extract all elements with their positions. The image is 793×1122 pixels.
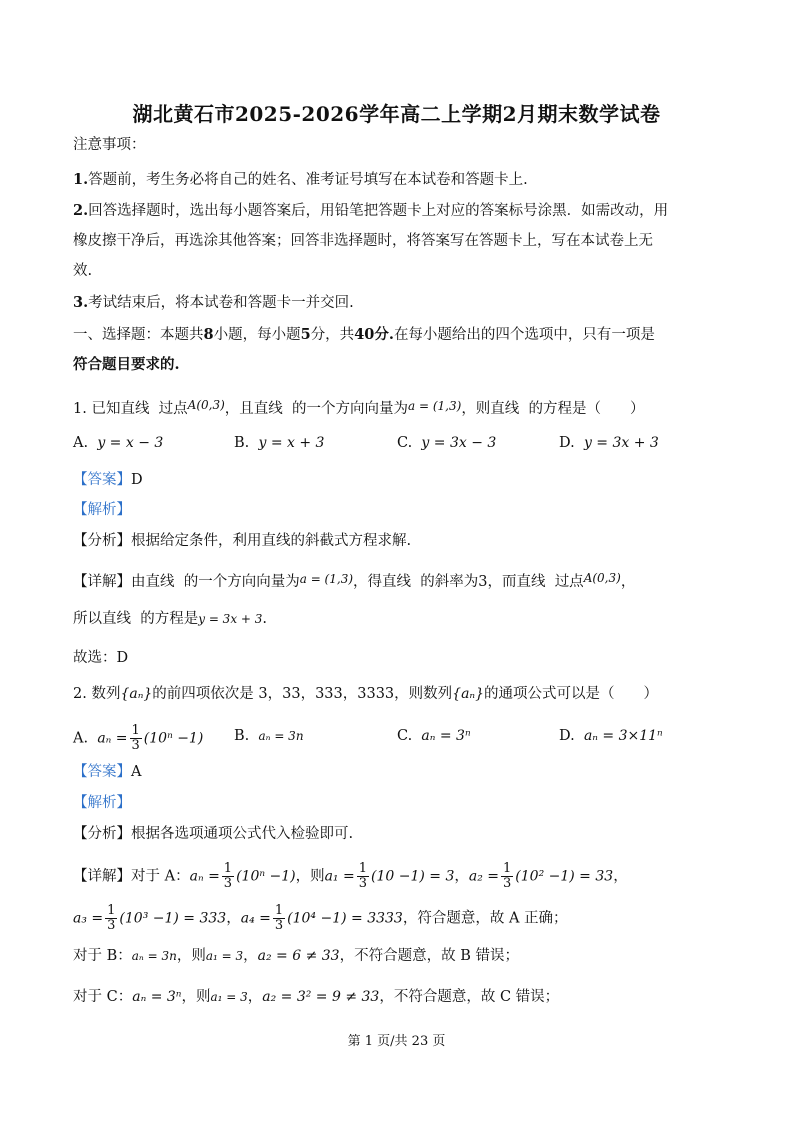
option-expr: (10ⁿ −1) <box>143 730 204 747</box>
q1-analysis-tag: 【解析】 <box>73 502 131 518</box>
equation-expr: (10⁴ −1) = 3333 <box>287 910 403 927</box>
option-expr: y = x + 3 <box>258 435 325 451</box>
q2-option-a <box>73 724 203 753</box>
stem-text: ，且直线 <box>224 401 283 417</box>
notice-item-number: 2. <box>73 202 89 219</box>
fraction-numerator: 1 <box>358 861 367 876</box>
option-expr: y = x − 3 <box>97 435 164 451</box>
fraction-numerator: 1 <box>131 723 140 738</box>
answer-tag: 【答案】 <box>73 764 131 780</box>
q2-xiangjie-line-3 <box>73 946 519 966</box>
fraction <box>130 724 142 753</box>
option-expr: aₙ = 3n <box>258 729 304 743</box>
fraction <box>105 904 117 933</box>
fraction-numerator: 1 <box>223 861 233 876</box>
fraction <box>357 862 369 891</box>
stem-text: 的方程是（ ） <box>528 401 645 417</box>
fenxi-tag: 【分析】 <box>73 533 131 549</box>
fraction-numerator: 1 <box>503 861 512 876</box>
xiangjie-text: ， <box>454 868 469 885</box>
xiangjie-text: 过点 <box>554 574 584 590</box>
section-text: 分. <box>374 326 394 343</box>
equation-expr: y = 3x + 3 <box>198 612 263 626</box>
question-1-stem <box>73 395 645 419</box>
fraction-numerator: 1 <box>107 903 116 918</box>
notice-item-number: 1. <box>73 171 89 188</box>
q1-conclusion: 故选：D <box>73 650 129 666</box>
notice-item-text: 答题前，考生务必将自己的姓名、准考证号填写在本试卷和答题卡上. <box>88 172 528 188</box>
notice-item-text: 回答选择题时，选出每小题答案后，用铅笔把答题卡上对应的答案标号涂黑．如需改动，用 <box>88 203 669 219</box>
equation-expr: (10ⁿ −1) <box>236 868 296 885</box>
answer-tag: 【答案】 <box>73 472 131 488</box>
xiangjie-text: 由直线 <box>131 574 175 590</box>
q2-option-b <box>234 726 304 746</box>
points-total: 40 <box>354 326 375 343</box>
sequence-expr: {aₙ} <box>120 686 153 702</box>
option-expr: aₙ = 3×11ⁿ <box>583 728 663 744</box>
equation-expr: aₙ = <box>189 868 220 885</box>
option-label: D. <box>559 728 575 744</box>
fraction-denominator: 3 <box>107 918 116 933</box>
xiangjie-text: ， <box>613 868 628 885</box>
option-expr: y = 3x − 3 <box>421 435 497 451</box>
xiangjie-text: 的斜率为3，而直线 <box>420 574 546 590</box>
q1-xiangjie-line-2 <box>73 609 267 629</box>
xiangjie-text: ，不符合题意，故 B 错误； <box>339 948 519 964</box>
xiangjie-text: 的方程是 <box>140 611 199 627</box>
xiangjie-text: 对于 A： <box>131 868 190 885</box>
xiangjie-text: 的一个方向向量为 <box>183 574 300 590</box>
xiangjie-text: ， <box>243 948 258 964</box>
xiangjie-text: . <box>262 611 268 627</box>
option-expr: y = 3x + 3 <box>583 435 659 451</box>
q2-xiangjie-line-2 <box>73 904 568 933</box>
q1-answer <box>73 470 143 490</box>
sequence-expr: {aₙ} <box>452 686 485 702</box>
section-text: 在每小题给出的四个选项中，只有一项是 <box>393 327 655 343</box>
fraction-denominator: 3 <box>358 876 367 891</box>
q2-analysis-tag: 【解析】 <box>73 795 131 811</box>
fraction <box>273 904 285 933</box>
section-heading-continued: 符合题目要求的. <box>73 356 180 373</box>
stem-text: 过点 <box>158 401 188 417</box>
q2-answer <box>73 762 141 782</box>
stem-text: 的通项公式可以是（ ） <box>484 686 659 702</box>
notice-item-number: 3. <box>73 294 89 311</box>
point-expr: A(0,3) <box>187 398 225 412</box>
stem-text: 2. 数列 <box>73 686 121 702</box>
fraction-numerator: 1 <box>274 903 284 918</box>
q2-option-c <box>397 726 471 746</box>
equation-expr: aₙ = 3ⁿ <box>132 989 182 1005</box>
question-count: 8 <box>203 326 214 343</box>
equation-expr: a₁ = 3 <box>205 949 244 963</box>
option-label: A. <box>73 435 89 451</box>
xiangjie-text: 对于 B： <box>73 948 132 964</box>
equation-expr: a₂ = <box>468 868 500 885</box>
fenxi-text: 根据各选项通项公式代入检验即可. <box>131 826 354 842</box>
fraction-denominator: 3 <box>503 876 512 891</box>
xiangjie-text: 对于 C： <box>73 989 133 1005</box>
notice-item-2-continued: 橡皮擦干净后，再选涂其他答案；回答非选择题时，将答案写在答题卡上，写在本试卷上无 <box>73 233 653 249</box>
equation-expr: a₁ = 3 <box>210 990 248 1004</box>
stem-text: 的前四项依次是 3，33，333，3333，则数列 <box>152 686 453 702</box>
xiangjie-text: ，不符合题意，故 C 错误； <box>379 989 560 1005</box>
q2-xiangjie-line-4 <box>73 987 559 1007</box>
section-heading <box>73 325 655 345</box>
section-text: 小题，每小题 <box>213 327 301 343</box>
option-expr: aₙ = 3ⁿ <box>421 728 471 744</box>
option-label: C. <box>397 728 413 744</box>
vector-expr: a = (1,3) <box>408 399 462 413</box>
page-footer: 第 1 页/共 23 页 <box>347 1034 446 1049</box>
q1-fenxi <box>73 531 411 551</box>
notice-item-2 <box>73 201 668 221</box>
fraction-denominator: 3 <box>274 918 284 933</box>
fenxi-text: 根据给定条件，利用直线的斜截式方程求解. <box>131 533 412 549</box>
answer-value: D <box>131 472 143 488</box>
option-expr: aₙ = <box>97 730 128 747</box>
fenxi-tag: 【分析】 <box>73 826 131 842</box>
option-label: C. <box>397 435 413 451</box>
xiangjie-tag: 【详解】 <box>73 574 131 590</box>
equation-expr: a₁ = <box>324 868 355 885</box>
option-label: D. <box>559 435 575 451</box>
stem-text: 1. 已知直线 <box>73 401 150 417</box>
page-title: 湖北黄石市2025-2026学年高二上学期2月期末数学试卷 <box>132 102 661 126</box>
xiangjie-text: ， <box>247 989 263 1005</box>
xiangjie-text: ， <box>620 574 636 590</box>
section-text: 一、选择题：本题共 <box>73 327 204 343</box>
option-label: B. <box>234 728 250 744</box>
point-expr: A(0,3) <box>583 571 621 585</box>
vector-expr: a = (1,3) <box>299 572 354 586</box>
q1-option-b <box>234 433 324 453</box>
answer-value: A <box>131 764 142 780</box>
notice-item-text: 考试结束后，将本试卷和答题卡一并交回. <box>88 295 354 311</box>
notice-heading: 注意事项： <box>73 137 146 153</box>
q2-option-d <box>559 726 663 746</box>
points-each: 5 <box>300 326 311 343</box>
q2-xiangjie <box>73 862 628 891</box>
equation-expr: (10 −1) = 3 <box>371 868 455 885</box>
q1-option-d <box>559 433 659 453</box>
notice-item-3 <box>73 293 354 313</box>
q1-option-a <box>73 433 163 453</box>
fraction <box>222 862 234 891</box>
equation-expr: (10³ −1) = 333 <box>119 910 227 927</box>
notice-item-2-continued-2: 效. <box>73 263 93 279</box>
q1-option-c <box>397 433 496 453</box>
xiangjie-text: 所以直线 <box>73 611 131 627</box>
xiangjie-text: ， <box>226 910 241 927</box>
fraction-denominator: 3 <box>223 876 233 891</box>
stem-text: 的一个方向向量为 <box>292 401 409 417</box>
q2-fenxi <box>73 824 353 844</box>
notice-item-1 <box>73 170 528 190</box>
fraction-denominator: 3 <box>131 738 140 753</box>
option-label: A. <box>73 730 89 747</box>
equation-expr: aₙ = 3n <box>131 949 177 963</box>
xiangjie-text: ，得直线 <box>353 574 412 590</box>
option-label: B. <box>234 435 250 451</box>
equation-expr: a₄ = <box>240 910 271 927</box>
section-text: 分，共 <box>310 327 355 343</box>
equation-expr: a₂ = 6 ≠ 33 <box>257 948 340 964</box>
equation-expr: (10² −1) = 33 <box>515 868 614 885</box>
fraction <box>501 862 513 891</box>
xiangjie-tag: 【详解】 <box>73 868 131 885</box>
equation-expr: a₂ = 3² = 9 ≠ 33 <box>262 989 380 1005</box>
xiangjie-text: ，则 <box>181 989 211 1005</box>
question-2-stem <box>73 684 658 704</box>
equation-expr: a₃ = <box>73 910 104 927</box>
stem-text: ，则直线 <box>461 401 520 417</box>
xiangjie-text: ，则 <box>176 948 206 964</box>
q1-xiangjie <box>73 568 635 592</box>
xiangjie-text: ，则 <box>295 868 325 885</box>
xiangjie-text: ，符合题意，故 A 正确； <box>402 910 568 927</box>
